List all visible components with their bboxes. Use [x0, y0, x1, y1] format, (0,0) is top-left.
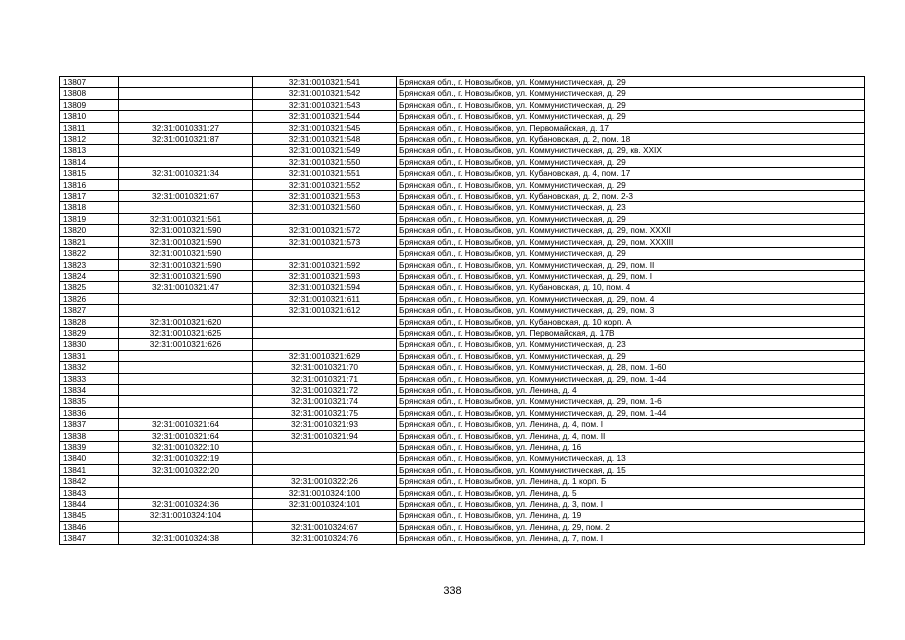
table-row [60, 156, 865, 167]
related-cadastral-number-cell: 32:31:0010321:593 [253, 270, 397, 281]
address-cell: Брянская обл., г. Новозыбков, ул. Коммунистическая, д. 29, пом. I [397, 270, 865, 281]
related-cadastral-number-cell: 32:31:0010324:101 [253, 499, 397, 510]
address-cell: Брянская обл., г. Новозыбков, ул. Ленина, д. 4, пом. I [397, 419, 865, 430]
table-row [60, 191, 865, 202]
cadastral-number-cell [119, 373, 253, 384]
table-row [60, 259, 865, 270]
record-number-cell: 13825 [60, 282, 119, 293]
related-cadastral-number-cell: 32:31:0010321:592 [253, 259, 397, 270]
address-cell: Брянская обл., г. Новозыбков, ул. Коммунистическая, д. 29 [397, 350, 865, 361]
cadastral-number-cell: 32:31:0010321:626 [119, 339, 253, 350]
table-row [60, 316, 865, 327]
record-number-cell: 13846 [60, 521, 119, 532]
related-cadastral-number-cell: 32:31:0010321:72 [253, 384, 397, 395]
related-cadastral-number-cell: 32:31:0010321:573 [253, 236, 397, 247]
table-row [60, 373, 865, 384]
related-cadastral-number-cell: 32:31:0010321:542 [253, 88, 397, 99]
address-cell: Брянская обл., г. Новозыбков, ул. Коммунистическая, д. 29 [397, 248, 865, 259]
table-row [60, 453, 865, 464]
related-cadastral-number-cell: 32:31:0010322:26 [253, 476, 397, 487]
table-row [60, 350, 865, 361]
cadastral-number-cell [119, 384, 253, 395]
address-cell: Брянская обл., г. Новозыбков, ул. Коммунистическая, д. 13 [397, 453, 865, 464]
address-cell: Брянская обл., г. Новозыбков, ул. Ленина, д. 3, пом. I [397, 499, 865, 510]
cadastral-number-cell: 32:31:0010321:47 [119, 282, 253, 293]
address-cell: Брянская обл., г. Новозыбков, ул. Ленина, д. 4, пом. II [397, 430, 865, 441]
related-cadastral-number-cell: 32:31:0010321:611 [253, 293, 397, 304]
page-number: 338 [443, 585, 462, 597]
record-number-cell: 13821 [60, 236, 119, 247]
table-row [60, 442, 865, 453]
record-number-cell: 13820 [60, 225, 119, 236]
address-cell: Брянская обл., г. Новозыбков, ул. Коммунистическая, д. 29 [397, 88, 865, 99]
table-row [60, 339, 865, 350]
related-cadastral-number-cell: 32:31:0010321:541 [253, 77, 397, 88]
related-cadastral-number-cell: 32:31:0010321:544 [253, 111, 397, 122]
record-number-cell: 13826 [60, 293, 119, 304]
table-row [60, 407, 865, 418]
record-number-cell: 13810 [60, 111, 119, 122]
record-number-cell: 13835 [60, 396, 119, 407]
table-row [60, 134, 865, 145]
table-row [60, 179, 865, 190]
record-number-cell: 13812 [60, 134, 119, 145]
cadastral-number-cell: 32:31:0010331:27 [119, 122, 253, 133]
table-row [60, 384, 865, 395]
address-cell: Брянская обл., г. Новозыбков, ул. Ленина, д. 5 [397, 487, 865, 498]
cadastral-number-cell [119, 521, 253, 532]
table-row [60, 510, 865, 521]
address-cell: Брянская обл., г. Новозыбков, ул. Коммунистическая, д. 29 [397, 77, 865, 88]
record-number-cell: 13834 [60, 384, 119, 395]
cadastral-number-cell: 32:31:0010321:590 [119, 225, 253, 236]
cadastral-number-cell: 32:31:0010321:590 [119, 270, 253, 281]
cadastral-number-cell: 32:31:0010324:104 [119, 510, 253, 521]
related-cadastral-number-cell [253, 442, 397, 453]
table-row [60, 396, 865, 407]
record-number-cell: 13840 [60, 453, 119, 464]
address-cell: Брянская обл., г. Новозыбков, ул. Коммунистическая, д. 15 [397, 464, 865, 475]
cadastral-number-cell [119, 293, 253, 304]
table-row [60, 327, 865, 338]
cadastral-number-cell: 32:31:0010324:38 [119, 533, 253, 544]
record-number-cell: 13830 [60, 339, 119, 350]
cadastral-number-cell: 32:31:0010321:64 [119, 430, 253, 441]
table-row [60, 88, 865, 99]
record-number-cell: 13845 [60, 510, 119, 521]
address-cell: Брянская обл., г. Новозыбков, ул. Коммунистическая, д. 29, кв. XXIX [397, 145, 865, 156]
cadastral-number-cell [119, 145, 253, 156]
table-row [60, 145, 865, 156]
cadastral-number-cell [119, 487, 253, 498]
table-row [60, 202, 865, 213]
record-number-cell: 13809 [60, 99, 119, 110]
related-cadastral-number-cell [253, 248, 397, 259]
related-cadastral-number-cell: 32:31:0010321:70 [253, 362, 397, 373]
record-number-cell: 13836 [60, 407, 119, 418]
address-cell: Брянская обл., г. Новозыбков, ул. Коммунистическая, д. 23 [397, 202, 865, 213]
table-row [60, 270, 865, 281]
cadastral-number-cell: 32:31:0010321:64 [119, 419, 253, 430]
table-row [60, 521, 865, 532]
related-cadastral-number-cell [253, 464, 397, 475]
table-row [60, 77, 865, 88]
record-number-cell: 13828 [60, 316, 119, 327]
cadastral-number-cell: 32:31:0010321:590 [119, 236, 253, 247]
address-cell: Брянская обл., г. Новозыбков, ул. Коммунистическая, д. 29 [397, 213, 865, 224]
record-number-cell: 13814 [60, 156, 119, 167]
record-number-cell: 13841 [60, 464, 119, 475]
table-row [60, 499, 865, 510]
table-row [60, 419, 865, 430]
related-cadastral-number-cell: 32:31:0010321:545 [253, 122, 397, 133]
record-number-cell: 13813 [60, 145, 119, 156]
related-cadastral-number-cell: 32:31:0010321:551 [253, 168, 397, 179]
related-cadastral-number-cell: 32:31:0010321:612 [253, 305, 397, 316]
cadastral-number-cell: 32:31:0010321:590 [119, 259, 253, 270]
related-cadastral-number-cell: 32:31:0010321:629 [253, 350, 397, 361]
address-cell: Брянская обл., г. Новозыбков, ул. Коммунистическая, д. 23 [397, 339, 865, 350]
related-cadastral-number-cell [253, 510, 397, 521]
cadastral-number-cell: 32:31:0010324:36 [119, 499, 253, 510]
cadastral-number-cell [119, 156, 253, 167]
address-cell: Брянская обл., г. Новозыбков, ул. Ленина, д. 19 [397, 510, 865, 521]
cadastral-number-cell [119, 305, 253, 316]
registry-table-body [60, 77, 865, 545]
address-cell: Брянская обл., г. Новозыбков, ул. Коммунистическая, д. 29 [397, 179, 865, 190]
record-number-cell: 13822 [60, 248, 119, 259]
cadastral-number-cell: 32:31:0010322:10 [119, 442, 253, 453]
record-number-cell: 13808 [60, 88, 119, 99]
address-cell: Брянская обл., г. Новозыбков, ул. Коммунистическая, д. 29, пом. 1-44 [397, 373, 865, 384]
table-row [60, 248, 865, 259]
table-row [60, 362, 865, 373]
table-row [60, 225, 865, 236]
table-row [60, 168, 865, 179]
related-cadastral-number-cell: 32:31:0010321:74 [253, 396, 397, 407]
table-row [60, 476, 865, 487]
address-cell: Брянская обл., г. Новозыбков, ул. Кубановская, д. 10, пом. 4 [397, 282, 865, 293]
record-number-cell: 13832 [60, 362, 119, 373]
record-number-cell: 13827 [60, 305, 119, 316]
related-cadastral-number-cell: 32:31:0010321:550 [253, 156, 397, 167]
related-cadastral-number-cell [253, 453, 397, 464]
related-cadastral-number-cell: 32:31:0010324:76 [253, 533, 397, 544]
record-number-cell: 13838 [60, 430, 119, 441]
related-cadastral-number-cell: 32:31:0010321:594 [253, 282, 397, 293]
address-cell: Брянская обл., г. Новозыбков, ул. Коммунистическая, д. 29 [397, 111, 865, 122]
address-cell: Брянская обл., г. Новозыбков, ул. Коммунистическая, д. 29, пом. 3 [397, 305, 865, 316]
record-number-cell: 13824 [60, 270, 119, 281]
address-cell: Брянская обл., г. Новозыбков, ул. Коммунистическая, д. 29, пом. 1-44 [397, 407, 865, 418]
table-row [60, 282, 865, 293]
address-cell: Брянская обл., г. Новозыбков, ул. Коммунистическая, д. 29, пом. 1-6 [397, 396, 865, 407]
record-number-cell: 13829 [60, 327, 119, 338]
address-cell: Брянская обл., г. Новозыбков, ул. Кубановская, д. 2, пом. 2-3 [397, 191, 865, 202]
related-cadastral-number-cell [253, 327, 397, 338]
table-row [60, 99, 865, 110]
cadastral-number-cell [119, 88, 253, 99]
record-number-cell: 13811 [60, 122, 119, 133]
cadastral-number-cell: 32:31:0010321:620 [119, 316, 253, 327]
table-row [60, 305, 865, 316]
table-row [60, 122, 865, 133]
cadastral-number-cell: 32:31:0010321:34 [119, 168, 253, 179]
record-number-cell: 13815 [60, 168, 119, 179]
address-cell: Брянская обл., г. Новозыбков, ул. Коммунистическая, д. 29, пом. XXXIII [397, 236, 865, 247]
address-cell: Брянская обл., г. Новозыбков, ул. Первомайская, д. 17 [397, 122, 865, 133]
address-cell: Брянская обл., г. Новозыбков, ул. Коммунистическая, д. 29 [397, 99, 865, 110]
address-cell: Брянская обл., г. Новозыбков, ул. Коммунистическая, д. 29, пом. XXXII [397, 225, 865, 236]
record-number-cell: 13817 [60, 191, 119, 202]
record-number-cell: 13816 [60, 179, 119, 190]
address-cell: Брянская обл., г. Новозыбков, ул. Кубановская, д. 4, пом. 17 [397, 168, 865, 179]
cadastral-number-cell: 32:31:0010322:20 [119, 464, 253, 475]
table-row [60, 293, 865, 304]
address-cell: Брянская обл., г. Новозыбков, ул. Ленина, д. 4 [397, 384, 865, 395]
cadastral-number-cell [119, 99, 253, 110]
record-number-cell: 13847 [60, 533, 119, 544]
related-cadastral-number-cell [253, 213, 397, 224]
address-cell: Брянская обл., г. Новозыбков, ул. Кубановская, д. 2, пом. 18 [397, 134, 865, 145]
related-cadastral-number-cell: 32:31:0010321:543 [253, 99, 397, 110]
address-cell: Брянская обл., г. Новозыбков, ул. Первомайская, д. 17В [397, 327, 865, 338]
related-cadastral-number-cell [253, 316, 397, 327]
cadastral-number-cell: 32:31:0010322:19 [119, 453, 253, 464]
related-cadastral-number-cell: 32:31:0010321:552 [253, 179, 397, 190]
cadastral-number-cell [119, 396, 253, 407]
related-cadastral-number-cell: 32:31:0010321:548 [253, 134, 397, 145]
related-cadastral-number-cell [253, 339, 397, 350]
cadastral-number-cell: 32:31:0010321:590 [119, 248, 253, 259]
record-number-cell: 13807 [60, 77, 119, 88]
related-cadastral-number-cell: 32:31:0010324:67 [253, 521, 397, 532]
related-cadastral-number-cell: 32:31:0010321:93 [253, 419, 397, 430]
cadastral-number-cell: 32:31:0010321:87 [119, 134, 253, 145]
record-number-cell: 13819 [60, 213, 119, 224]
related-cadastral-number-cell: 32:31:0010321:560 [253, 202, 397, 213]
cadastral-number-cell: 32:31:0010321:625 [119, 327, 253, 338]
table-row [60, 464, 865, 475]
related-cadastral-number-cell: 32:31:0010321:71 [253, 373, 397, 384]
address-cell: Брянская обл., г. Новозыбков, ул. Коммунистическая, д. 29, пом. 4 [397, 293, 865, 304]
cadastral-number-cell [119, 362, 253, 373]
cadastral-number-cell: 32:31:0010321:67 [119, 191, 253, 202]
address-cell: Брянская обл., г. Новозыбков, ул. Коммунистическая, д. 29, пом. II [397, 259, 865, 270]
record-number-cell: 13842 [60, 476, 119, 487]
record-number-cell: 13843 [60, 487, 119, 498]
address-cell: Брянская обл., г. Новозыбков, ул. Ленина, д. 1 корп. Б [397, 476, 865, 487]
record-number-cell: 13818 [60, 202, 119, 213]
related-cadastral-number-cell: 32:31:0010321:75 [253, 407, 397, 418]
table-row [60, 533, 865, 544]
table-row [60, 111, 865, 122]
cadastral-number-cell [119, 476, 253, 487]
record-number-cell: 13823 [60, 259, 119, 270]
address-cell: Брянская обл., г. Новозыбков, ул. Ленина, д. 16 [397, 442, 865, 453]
related-cadastral-number-cell: 32:31:0010321:553 [253, 191, 397, 202]
record-number-cell: 13839 [60, 442, 119, 453]
related-cadastral-number-cell: 32:31:0010321:94 [253, 430, 397, 441]
related-cadastral-number-cell: 32:31:0010324:100 [253, 487, 397, 498]
cadastral-number-cell [119, 179, 253, 190]
address-cell: Брянская обл., г. Новозыбков, ул. Коммунистическая, д. 28, пом. 1-60 [397, 362, 865, 373]
related-cadastral-number-cell: 32:31:0010321:572 [253, 225, 397, 236]
table-row [60, 213, 865, 224]
record-number-cell: 13844 [60, 499, 119, 510]
cadastral-number-cell [119, 77, 253, 88]
cadastral-number-cell [119, 111, 253, 122]
related-cadastral-number-cell: 32:31:0010321:549 [253, 145, 397, 156]
address-cell: Брянская обл., г. Новозыбков, ул. Ленина, д. 29, пом. 2 [397, 521, 865, 532]
cadastral-number-cell [119, 407, 253, 418]
record-number-cell: 13831 [60, 350, 119, 361]
address-cell: Брянская обл., г. Новозыбков, ул. Коммунистическая, д. 29 [397, 156, 865, 167]
cadastral-number-cell [119, 202, 253, 213]
address-cell: Брянская обл., г. Новозыбков, ул. Ленина, д. 7, пом. I [397, 533, 865, 544]
record-number-cell: 13837 [60, 419, 119, 430]
table-row [60, 236, 865, 247]
record-number-cell: 13833 [60, 373, 119, 384]
table-row [60, 430, 865, 441]
address-cell: Брянская обл., г. Новозыбков, ул. Кубановская, д. 10 корп. А [397, 316, 865, 327]
table-row [60, 487, 865, 498]
registry-table [59, 76, 865, 545]
cadastral-number-cell: 32:31:0010321:561 [119, 213, 253, 224]
cadastral-number-cell [119, 350, 253, 361]
